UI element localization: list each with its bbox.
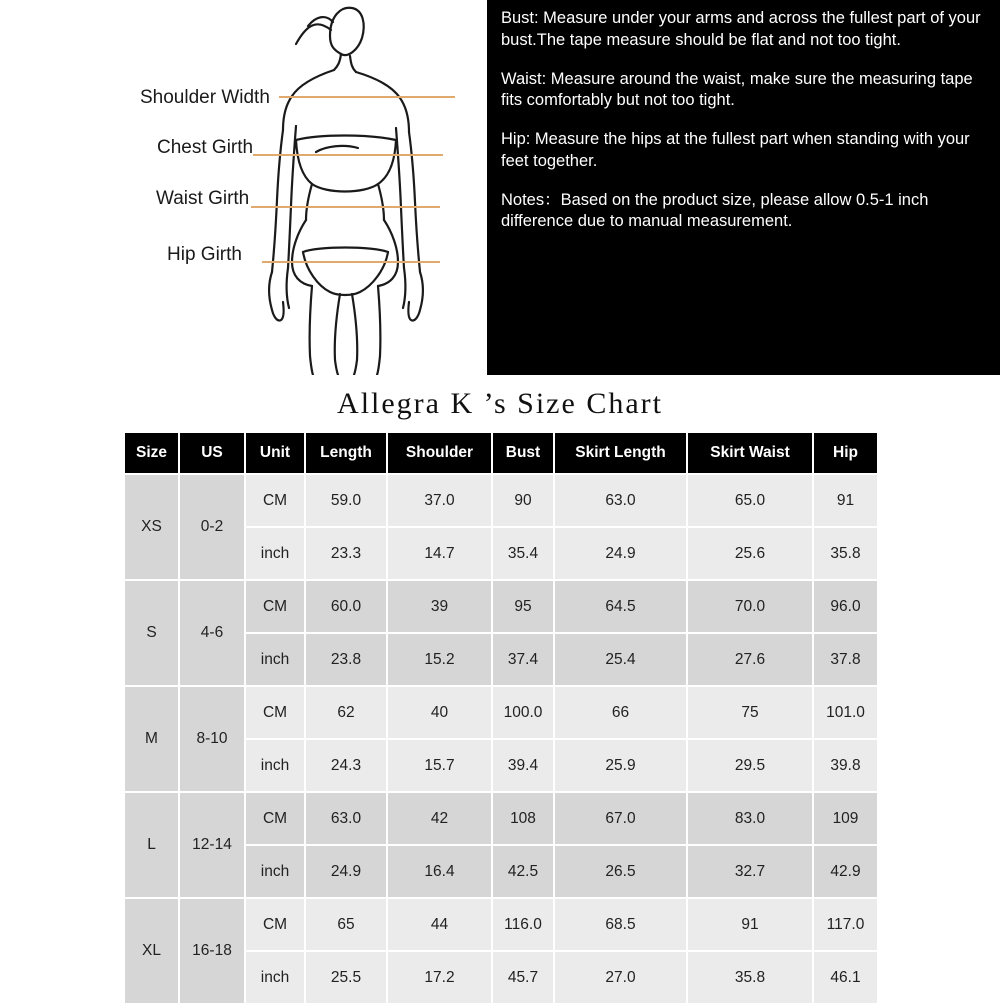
header-us: US: [179, 432, 245, 474]
cell-us: 0-2: [179, 474, 245, 580]
cell-length: 23.3: [305, 527, 387, 580]
note-hip: Hip: Measure the hips at the fullest part when standing with your feet together.: [501, 130, 970, 170]
cell-size: M: [124, 686, 179, 792]
header-unit: Unit: [245, 432, 305, 474]
cell-skirt-waist: 25.6: [687, 527, 813, 580]
cell-size: XS: [124, 474, 179, 580]
cell-skirt-waist: 70.0: [687, 580, 813, 633]
cell-length: 59.0: [305, 474, 387, 527]
cell-skirt-length: 68.5: [554, 898, 687, 951]
cell-skirt-length: 66: [554, 686, 687, 739]
cell-shoulder: 15.2: [387, 633, 492, 686]
cell-skirt-length: 63.0: [554, 474, 687, 527]
cell-skirt-waist: 27.6: [687, 633, 813, 686]
cell-shoulder: 39: [387, 580, 492, 633]
cell-length: 65: [305, 898, 387, 951]
label-chest-girth: Chest Girth: [157, 137, 254, 158]
size-chart-table: [123, 431, 879, 1005]
cell-skirt-waist: 32.7: [687, 845, 813, 898]
cell-hip: 101.0: [813, 686, 878, 739]
cell-unit: inch: [245, 739, 305, 792]
table-row: [124, 474, 878, 527]
measurement-diagram-panel: [0, 0, 487, 375]
cell-skirt-length: 25.4: [554, 633, 687, 686]
cell-us: 16-18: [179, 898, 245, 1004]
cell-bust: 39.4: [492, 739, 554, 792]
cell-unit: inch: [245, 951, 305, 1004]
cell-unit: CM: [245, 474, 305, 527]
cell-hip: 42.9: [813, 845, 878, 898]
cell-shoulder: 44: [387, 898, 492, 951]
cell-shoulder: 42: [387, 792, 492, 845]
cell-length: 62: [305, 686, 387, 739]
cell-length: 24.9: [305, 845, 387, 898]
cell-hip: 39.8: [813, 739, 878, 792]
cell-bust: 37.4: [492, 633, 554, 686]
cell-unit: CM: [245, 686, 305, 739]
header-bust: Bust: [492, 432, 554, 474]
cell-skirt-length: 24.9: [554, 527, 687, 580]
note-bust: Bust: Measure under your arms and across the fullest part of your bust.The tape measure should be flat and not too tight.: [501, 9, 981, 49]
cell-us: 12-14: [179, 792, 245, 898]
cell-hip: 109: [813, 792, 878, 845]
cell-length: 25.5: [305, 951, 387, 1004]
cell-hip: 117.0: [813, 898, 878, 951]
cell-skirt-length: 64.5: [554, 580, 687, 633]
cell-unit: CM: [245, 792, 305, 845]
cell-size: XL: [124, 898, 179, 1004]
label-shoulder-width: Shoulder Width: [140, 87, 270, 108]
cell-shoulder: 40: [387, 686, 492, 739]
page-title: Allegra K ’s Size Chart: [337, 387, 663, 420]
label-hip-girth: Hip Girth: [167, 244, 242, 265]
cell-bust: 100.0: [492, 686, 554, 739]
cell-skirt-length: 25.9: [554, 739, 687, 792]
cell-us: 4-6: [179, 580, 245, 686]
cell-length: 23.8: [305, 633, 387, 686]
cell-bust: 95: [492, 580, 554, 633]
cell-skirt-waist: 75: [687, 686, 813, 739]
cell-length: 24.3: [305, 739, 387, 792]
cell-hip: 91: [813, 474, 878, 527]
cell-hip: 96.0: [813, 580, 878, 633]
cell-unit: inch: [245, 845, 305, 898]
header-shoulder: Shoulder: [387, 432, 492, 474]
cell-bust: 35.4: [492, 527, 554, 580]
cell-size: L: [124, 792, 179, 898]
cell-bust: 108: [492, 792, 554, 845]
table-row: [124, 898, 878, 951]
cell-skirt-length: 26.5: [554, 845, 687, 898]
cell-skirt-waist: 29.5: [687, 739, 813, 792]
header-length: Length: [305, 432, 387, 474]
cell-size: S: [124, 580, 179, 686]
cell-shoulder: 14.7: [387, 527, 492, 580]
cell-skirt-length: 67.0: [554, 792, 687, 845]
cell-unit: inch: [245, 633, 305, 686]
cell-unit: inch: [245, 527, 305, 580]
guide-lines: [251, 97, 455, 262]
cell-length: 63.0: [305, 792, 387, 845]
cell-skirt-waist: 35.8: [687, 951, 813, 1004]
cell-hip: 35.8: [813, 527, 878, 580]
cell-skirt-waist: 91: [687, 898, 813, 951]
size-chart-table-wrapper: [123, 431, 877, 1005]
cell-shoulder: 16.4: [387, 845, 492, 898]
cell-unit: CM: [245, 580, 305, 633]
header-size: Size: [124, 432, 179, 474]
cell-bust: 45.7: [492, 951, 554, 1004]
cell-skirt-waist: 65.0: [687, 474, 813, 527]
header-skirt-waist: Skirt Waist: [687, 432, 813, 474]
cell-hip: 37.8: [813, 633, 878, 686]
header-hip: Hip: [813, 432, 878, 474]
note-waist: Waist: Measure around the waist, make sure the measuring tape fits comfortably but not too tight.: [501, 69, 973, 110]
table-row: [124, 580, 878, 633]
cell-us: 8-10: [179, 686, 245, 792]
cell-shoulder: 15.7: [387, 739, 492, 792]
cell-skirt-length: 27.0: [554, 951, 687, 1004]
table-header-row: [124, 432, 878, 474]
cell-skirt-waist: 83.0: [687, 792, 813, 845]
table-row: [124, 686, 878, 739]
measurement-instructions-panel: [487, 0, 1000, 375]
cell-unit: CM: [245, 898, 305, 951]
header-skirt-length: Skirt Length: [554, 432, 687, 474]
cell-hip: 46.1: [813, 951, 878, 1004]
table-row: [124, 792, 878, 845]
header-illustration-area: [0, 0, 1000, 375]
cell-bust: 90: [492, 474, 554, 527]
note-general: Notes：Based on the product size, please allow 0.5-1 inch difference due to manual measurement.: [501, 190, 929, 231]
cell-shoulder: 17.2: [387, 951, 492, 1004]
cell-bust: 42.5: [492, 845, 554, 898]
cell-bust: 116.0: [492, 898, 554, 951]
label-waist-girth: Waist Girth: [156, 188, 250, 209]
cell-length: 60.0: [305, 580, 387, 633]
cell-shoulder: 37.0: [387, 474, 492, 527]
